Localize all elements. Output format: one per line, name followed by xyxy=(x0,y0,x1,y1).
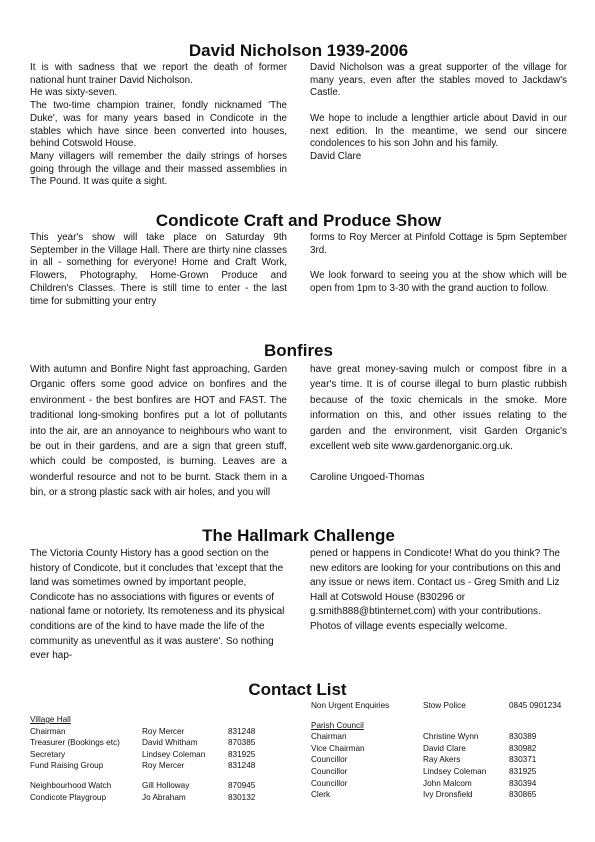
contact-name: Christine Wynn xyxy=(423,732,479,742)
contact-name: David Whitham xyxy=(142,738,198,748)
contact-name: David Clare xyxy=(423,743,466,753)
contact-role: Clerk xyxy=(311,790,331,800)
contact-name: Gill Holloway xyxy=(142,780,190,790)
article-hallmark-challenge xyxy=(30,526,567,664)
contact-table-right xyxy=(311,700,561,801)
paragraph: We hope to include a lengthier article about David in our next edition. In the meantime, we send our sincere condolences to his son John and his family. xyxy=(310,112,567,150)
article-column-left xyxy=(30,62,287,189)
contact-role: Condicote Playgroup xyxy=(30,792,107,802)
village-hall-heading: Village Hall xyxy=(30,715,71,724)
contact-list xyxy=(0,680,595,830)
article-title: Bonfires xyxy=(264,341,333,360)
article-column-right xyxy=(310,232,567,308)
contact-number: 830865 xyxy=(509,790,537,800)
contact-table-left xyxy=(30,714,268,803)
contact-row-non-urgent xyxy=(311,700,561,712)
contact-row xyxy=(30,792,268,804)
contact-list-title: Contact List xyxy=(248,680,347,699)
article-david-nicholson xyxy=(30,41,567,189)
contact-role: Neighbourhood Watch xyxy=(30,780,112,790)
paragraph: forms to Roy Mercer at Pinfold Cottage is 5pm September 3rd. xyxy=(310,232,567,256)
paragraph: We look forward to seeing you at the show which will be open from 1pm to 3-30 with the grand auction to follow. xyxy=(310,270,567,294)
contact-role: Treasurer (Bookings etc) xyxy=(30,738,120,748)
contact-number: 870385 xyxy=(228,738,256,748)
contact-name: Lindsey Coleman xyxy=(142,749,206,759)
contact-role: Councillor xyxy=(311,766,348,776)
contact-row xyxy=(30,760,268,772)
contact-name: Ray Akers xyxy=(423,755,461,765)
article-signature: David Clare xyxy=(310,150,362,162)
paragraph: pened or happens in Condicote! What do you think? The new editors are looking for your contributions on this and any issue or news item. Contact us - Greg Smith and Liz Hall at Cotswold House (830296 or g.smith888@btinternet.com) with your contributions. Photos of village events especially welcome. xyxy=(310,548,561,632)
paragraph: Many villagers will remember the daily strings of horses going through the village and their massed assemblies in The Pound. It was quite a sight. xyxy=(30,150,287,188)
contact-role: Chairman xyxy=(311,732,347,742)
contact-row xyxy=(311,789,561,801)
contact-number: 831248 xyxy=(228,761,256,771)
article-title: The Hallmark Challenge xyxy=(202,526,395,545)
contact-number: 830389 xyxy=(509,732,537,742)
parish-council-heading: Parish Council xyxy=(311,720,364,730)
contact-row xyxy=(30,780,268,792)
article-column-left xyxy=(30,547,287,664)
contact-role: Fund Raising Group xyxy=(30,761,104,771)
contact-row xyxy=(30,726,268,738)
contact-role: Non Urgent Enquiries xyxy=(311,701,390,710)
contact-number: 830371 xyxy=(509,755,537,765)
paragraph: David Nicholson was a great supporter of the village for many years, even after the stables moved to Jackdaw's Castle. xyxy=(310,62,567,99)
paragraph: The two-time champion trainer, fondly nicknamed 'The Duke', was for many years based in Condicote in the stables which have since been converted into houses, behind Cotswold House. xyxy=(30,100,287,150)
article-title: David Nicholson 1939-2006 xyxy=(188,41,409,60)
article-bonfires xyxy=(30,341,567,501)
paragraph: It is with sadness that we report the death of former national hunt trainer David Nicholson. xyxy=(30,62,287,86)
contact-row xyxy=(311,754,561,766)
contact-row xyxy=(30,749,268,761)
contact-name: Roy Mercer xyxy=(142,726,185,736)
contact-role: Vice Chairman xyxy=(311,743,365,753)
contact-name: Roy Mercer xyxy=(142,761,185,771)
contact-name: Ivy Dronsfield xyxy=(423,790,473,800)
contact-role: Councillor xyxy=(311,778,348,788)
contact-role: Secretary xyxy=(30,749,66,759)
contact-row xyxy=(311,778,561,790)
article-craft-produce-show xyxy=(30,211,567,308)
paragraph: He was sixty-seven. xyxy=(30,87,118,99)
spacer xyxy=(311,712,561,720)
article-column-right xyxy=(310,362,567,501)
contact-number: 870945 xyxy=(228,780,256,790)
contact-number: 0845 0901234 xyxy=(509,701,562,710)
article-column-right xyxy=(310,547,567,664)
contact-row xyxy=(311,743,561,755)
contact-row xyxy=(311,766,561,778)
article-title: Condicote Craft and Produce Show xyxy=(155,211,442,230)
article-column-right xyxy=(310,62,567,189)
contact-number: 830132 xyxy=(228,792,256,802)
paragraph: have great money-saving mulch or compost fibre in a year's time. It is of course illegal to burn plastic rubbish because of the toxic chemicals in the smoke. More information on this, and other issues relating to the garden and the environment, visit Garden Organic's excellent web site www.gardenorganic.org.uk. xyxy=(310,364,567,453)
contact-row xyxy=(311,731,561,743)
article-column-left xyxy=(30,232,287,308)
contact-name: Jo Abraham xyxy=(142,792,186,802)
contact-number: 830394 xyxy=(509,778,537,788)
paragraph: The Victoria County History has a good section on the history of Condicote, but it concludes that 'except that the land was sometimes owned by important people, Condicote has no associations with figures or events of national fame or notoriety. Its remoteness and its physical conditions are of the kind to have made the life of the community as uneventful as it was austere'. So nothing ever hap- xyxy=(30,548,285,662)
contact-role: Councillor xyxy=(311,755,348,765)
contact-number: 830982 xyxy=(509,743,537,753)
paragraph: With autumn and Bonfire Night fast approaching, Garden Organic offers some good advice on bonfires and the environment - the best bonfires are HOT and FAST. The traditional long-smoking bonfires put a lot of pollutants into the air, are an annoyance to neighbours who want to be out in their gardens, and are a sign that green stuff, which could be composted, is burning. Leaves are a wonderful resource and not to be burnt. Stack them in a bin, or a strong plastic sack with air holes, and you will xyxy=(30,364,287,499)
article-signature: Caroline Ungoed-Thomas xyxy=(310,471,425,483)
contact-name: John Malcom xyxy=(423,778,472,788)
contact-number: 831925 xyxy=(509,766,537,776)
contact-row xyxy=(30,737,268,749)
contact-number: 831925 xyxy=(228,749,256,759)
contact-number: 831248 xyxy=(228,726,256,736)
contact-role: Chairman xyxy=(30,726,66,736)
contact-name: Lindsey Coleman xyxy=(423,766,487,776)
contact-name: Stow Police xyxy=(423,701,466,710)
article-column-left xyxy=(30,362,287,501)
paragraph: This year's show will take place on Saturday 9th September in the Village Hall. There are thirty nine classes in all - something for everyone! Home and Craft Work, Flowers, Photography, Home-Grown Produce and Children's Classes. There is still time to enter - the last time for submitting your entry xyxy=(30,232,287,307)
spacer xyxy=(30,772,268,780)
